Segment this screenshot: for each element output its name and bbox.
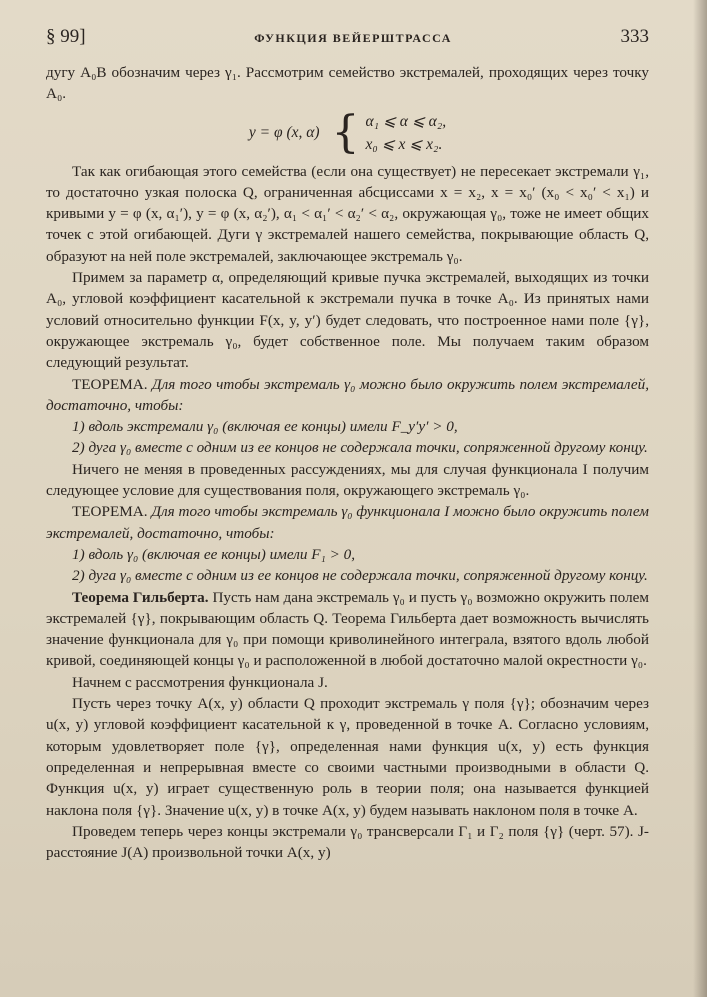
page-spine-shadow bbox=[693, 0, 707, 997]
header-section: § 99] bbox=[46, 26, 86, 47]
paragraph-envelope: Так как огибающая этого семейства (если она существует) не пересекает экстремали γ₁, то достаточно узкая полоска Q, ограниченная абсциссами x = x₂, x = x₀′ (x₀ < x₀′ < x₁) и кривыми y = φ (x, α₁′), y = φ (x, α₂′), α₁ < α₁′ < α₂′ < α₂, окружающая γ₀, тоже не имеет общих точек с этой огибающей. Дуги γ экстремалей нашего семейства, покрывающие область Q, образуют на ней поле экстремалей, заключающее экстремаль γ₀. bbox=[46, 162, 649, 265]
paragraph-functional-I: Ничего не меняя в проведенных рассуждениях, мы для случая функционала I получим следующее условие для существования поля, окружающего экстремаль γ₀. bbox=[46, 460, 649, 500]
theorem-2-label: ТЕОРЕМА. bbox=[72, 503, 148, 521]
theorem-1-item-1: 1) вдоль экстремали γ₀ (включая ее концы) имели F_y′y′ > 0, bbox=[72, 418, 458, 436]
theorem-2-statement: Для того чтобы экстремаль γ₀ функционала I можно было окружить полем экстремалей, достаточно, чтобы: bbox=[46, 503, 649, 542]
paragraph-parameter: Примем за параметр α, определяющий кривые пучка экстремалей, выходящих из точки A₀, угловой коэффициент касательной к экстремали пучка в точке A₀. Из принятых нами условий относительно функции F(x, y, y′) будет следовать, что построенное нами поле {γ}, окружающее экстремаль γ₀, будет собственное поле. Мы получаем таким образом следующий результат. bbox=[46, 269, 649, 372]
formula-cases bbox=[366, 112, 447, 154]
theorem-2-item-1: 1) вдоль γ₀ (включая ее концы) имели F₁ > 0, bbox=[72, 545, 356, 563]
display-formula bbox=[46, 105, 649, 161]
theorem-1-statement: Для того чтобы экстремаль γ₀ можно было окружить полем экстремалей, достаточно, чтобы: bbox=[46, 375, 650, 414]
running-header bbox=[46, 26, 649, 62]
theorem-1 bbox=[46, 374, 649, 417]
header-page-number: 333 bbox=[620, 26, 649, 47]
theorem-1-item-2: 2) дуга γ₀ вместе с одним из ее концов не содержала точки, сопряженной другому концу. bbox=[72, 439, 648, 457]
paragraph-hilbert bbox=[46, 587, 649, 672]
formula-case-1: α₁ ⩽ α ⩽ α₂, bbox=[365, 112, 447, 130]
theorem-1-label: ТЕОРЕМА. bbox=[72, 375, 148, 393]
hilbert-text: Пусть нам дана экстремаль γ₀ и пусть γ₀ возможно окружить полем экстремалей {γ}, покрывающим область Q. Теорема Гильберта дает возможность вычислять значение функционала для γ₀ при помощи криволинейного интеграла, взятого вдоль любой кривой, соединяющей концы γ₀ и расположенной в любой достаточно малой окрестности γ₀. bbox=[46, 588, 649, 670]
body-text bbox=[46, 62, 649, 863]
hilbert-lead: Теорема Гильберта. bbox=[72, 588, 209, 606]
formula-lhs: y = φ (x, α) bbox=[248, 123, 320, 141]
paragraph-transversals: Проведем теперь через концы экстремали γ₀ трансверсали Γ₁ и Γ₂ поля {γ} (черт. 57). J-расстояние J(A) произвольной точки A(x, y) bbox=[46, 822, 649, 862]
paragraph-slope-function: Пусть через точку A(x, y) области Q проходит экстремаль γ поля {γ}; обозначим через u(x, y) угловой коэффициент касательной к γ, проведенной в точке A. Согласно условиям, которым удовлетворяет поле {γ}, определенная нами функция u(x, y) есть функция определенная и непрерывная вместе со своими частными производными в области Q. Функция u(x, y) играет существенную роль в теории поля; она называется функцией наклона поля {γ}. Значение u(x, y) в точке A(x, y) будем называть наклоном поля в точке A. bbox=[46, 695, 649, 819]
theorem-2 bbox=[46, 501, 649, 544]
header-title: ФУНКЦИЯ ВЕЙЕРШТРАССА bbox=[254, 31, 452, 45]
paragraph-start-J: Начнем с рассмотрения функционала J. bbox=[72, 673, 328, 691]
opening-paragraph: дугу A₀B обозначим через γ₁. Рассмотрим семейство экстремалей, проходящих через точку A₀. bbox=[46, 64, 649, 103]
formula-case-2: x₀ ⩽ x ⩽ x₂. bbox=[365, 135, 443, 153]
formula-brace: { bbox=[331, 106, 360, 158]
theorem-2-item-2: 2) дуга γ₀ вместе с одним из ее концов не содержала точки, сопряженной другому концу. bbox=[72, 567, 648, 585]
